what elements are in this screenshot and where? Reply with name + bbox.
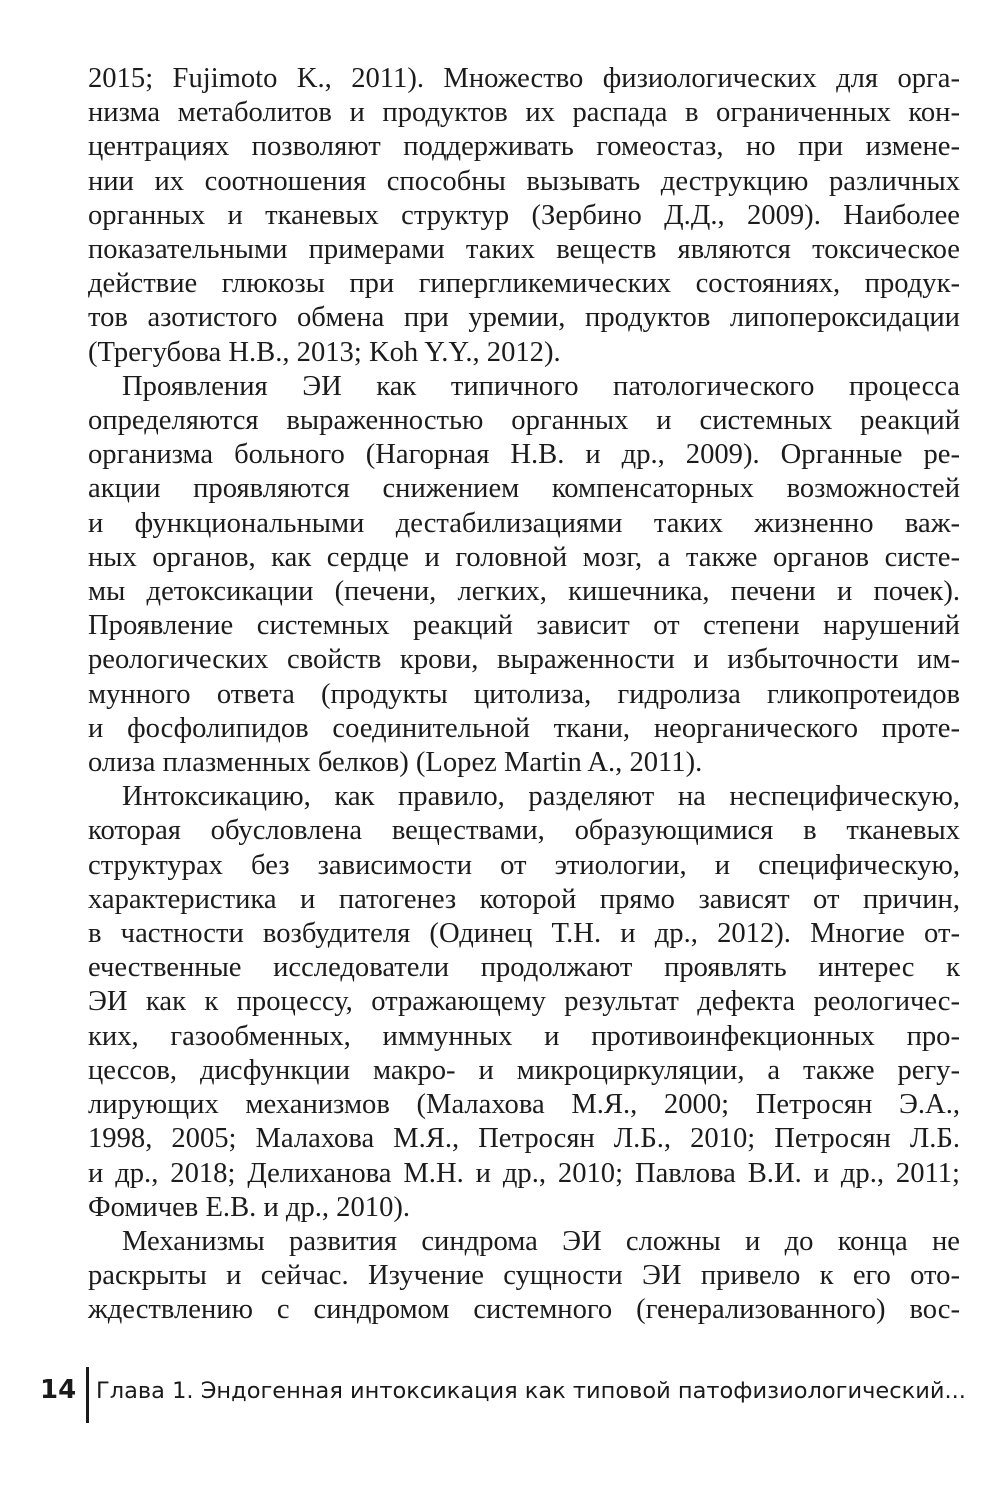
text-line: олиза плазменных белков) (Lopez Martin A., 2011).	[88, 747, 703, 779]
body-text	[88, 62, 960, 1328]
page-number: 14	[40, 1375, 77, 1405]
text-line: в частности возбудителя (Одинец Т.Н. и др., 2012). Многие от-	[88, 918, 960, 950]
text-line: раскрыты и сейчас. Изучение сущности ЭИ привело к его ото-	[88, 1260, 960, 1292]
text-line: ких, газообменных, иммунных и противоинфекционных про-	[88, 1020, 960, 1052]
text-line: действие глюкозы при гипергликемических состояниях, продук-	[88, 268, 960, 300]
text-line: Фомичев Е.В. и др., 2010).	[88, 1191, 411, 1223]
text-line: ных органов, как сердце и головной мозг, а также органов систе-	[88, 541, 960, 573]
text-line: характеристика и патогенез которой прямо зависят от причин,	[88, 883, 960, 915]
text-line: и др., 2018; Делиханова М.Н. и др., 2010; Павлова В.И. и др., 2011;	[88, 1157, 960, 1189]
text-line: акции проявляются снижением компенсаторных возможностей	[88, 473, 960, 505]
paragraph-1	[88, 62, 960, 370]
text-line: структурах без зависимости от этиологии, и специфическую,	[88, 849, 960, 881]
text-line: 1998, 2005; Малахова М.Я., Петросян Л.Б., 2010; Петросян Л.Б.	[88, 1123, 960, 1155]
footer-divider	[86, 1367, 89, 1423]
text-line: Проявление системных реакций зависит от степени нарушений	[88, 610, 960, 642]
text-line: Проявления ЭИ как типичного патологического процесса	[122, 370, 960, 402]
running-title: Глава 1. Эндогенная интоксикация как типовой патофизиологический...	[96, 1378, 966, 1404]
page-footer	[40, 1367, 966, 1423]
text-line: низма метаболитов и продуктов их распада в ограниченных кон-	[88, 97, 960, 129]
text-line: и фосфолипидов соединительной ткани, неорганического проте-	[88, 712, 960, 744]
text-line: Механизмы развития синдрома ЭИ сложны и до конца не	[122, 1225, 960, 1257]
text-line: определяются выраженностью органных и системных реакций	[88, 405, 960, 437]
text-line: показательными примерами таких веществ являются токсическое	[88, 234, 960, 266]
paragraph-3	[88, 780, 960, 1225]
text-line: ждествлению с синдромом системного (генерализованного) вос-	[88, 1294, 960, 1326]
text-line: ечественные исследователи продолжают проявлять интерес к	[88, 952, 960, 984]
paragraph-2	[88, 370, 960, 780]
text-line: центрациях позволяют поддерживать гомеостаз, но при измене-	[88, 131, 960, 163]
text-line: мы детоксикации (печени, легких, кишечника, печени и почек).	[88, 576, 960, 608]
text-line: ЭИ как к процессу, отражающему результат дефекта реологичес-	[88, 986, 960, 1018]
text-line: органных и тканевых структур (Зербино Д.Д., 2009). Наиболее	[88, 199, 960, 231]
text-line: которая обусловлена веществами, образующимися в тканевых	[88, 815, 960, 847]
text-line: (Трегубова Н.В., 2013; Koh Y.Y., 2012).	[88, 336, 561, 368]
paragraph-4	[88, 1225, 960, 1328]
text-line: и функциональными дестабилизациями таких жизненно важ-	[88, 507, 960, 539]
text-line: нии их соотношения способны вызывать деструкцию различных	[88, 165, 960, 197]
text-line: лирующих механизмов (Малахова М.Я., 2000; Петросян Э.А.,	[88, 1089, 960, 1121]
text-line: организма больного (Нагорная Н.В. и др., 2009). Органные ре-	[88, 439, 960, 471]
text-line: 2015; Fujimoto K., 2011). Множество физиологических для орга-	[88, 63, 960, 94]
text-line: Интоксикацию, как правило, разделяют на неспецифическую,	[122, 781, 960, 813]
text-line: мунного ответа (продукты цитолиза, гидролиза гликопротеидов	[88, 678, 960, 710]
text-line: реологических свойств крови, выраженности и избыточности им-	[88, 644, 960, 676]
text-line: тов азотистого обмена при уремии, продуктов липопероксидации	[88, 302, 960, 334]
text-line: цессов, дисфункции макро- и микроциркуляции, а также регу-	[88, 1054, 960, 1086]
